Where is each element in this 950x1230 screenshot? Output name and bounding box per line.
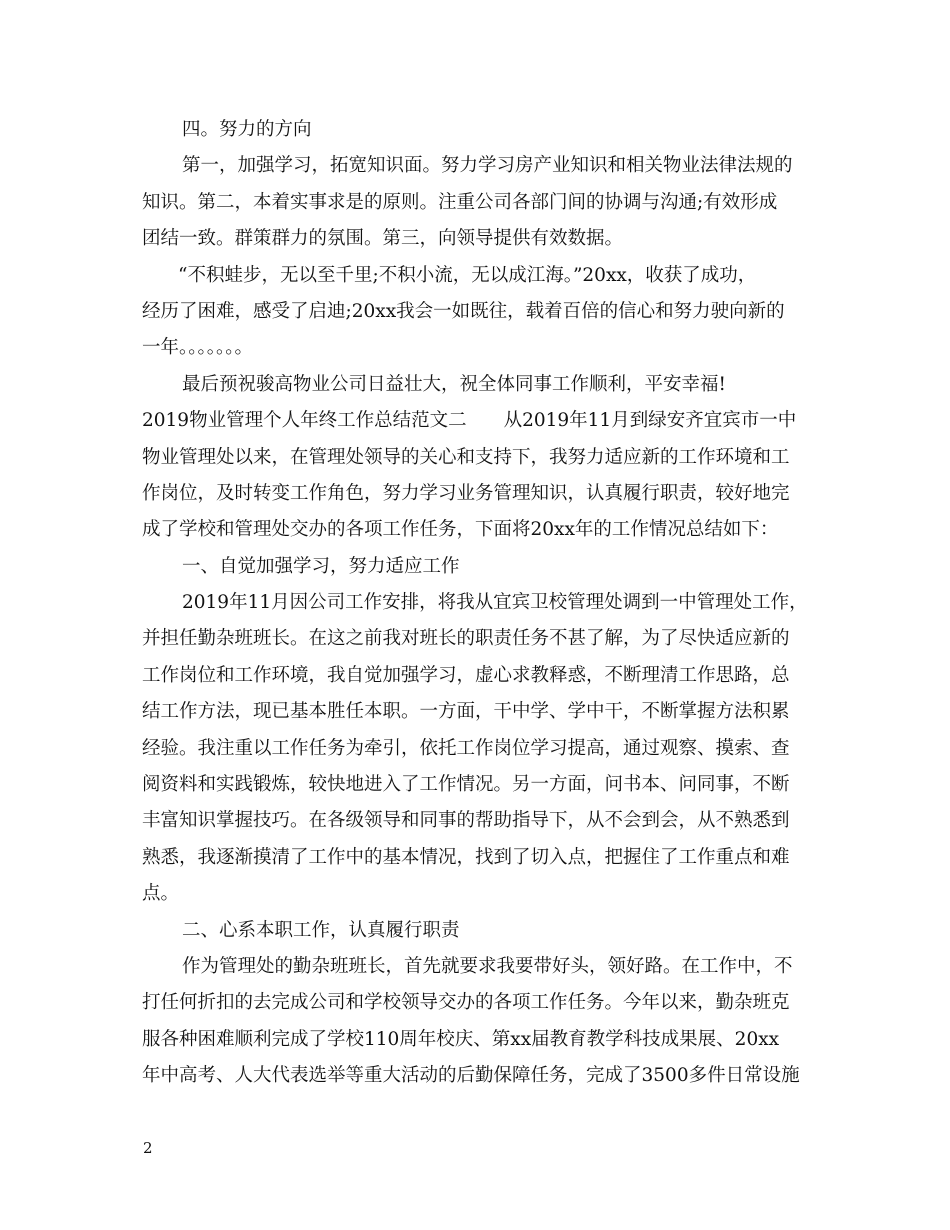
paragraph-line: 并担任勤杂班班长。在这之前我对班长的职责任务不甚了解，为了尽快适应新的 [142,628,790,650]
paragraph-line: 丰富知识掌握技巧。在各级领导和同事的帮助指导下，从不会到会，从不熟悉到 [142,810,790,832]
paragraph-line: 打任何折扣的去完成公司和学校领导交办的各项工作任务。今年以来，勤杂班克 [142,992,790,1014]
paragraph-line: 经历了困难，感受了启迪;20xx我会一如既往，载着百倍的信心和努力驶向新的 [142,300,785,322]
section-heading: 一、自觉加强学习，努力适应工作 [182,555,460,577]
section-heading: 四。努力的方向 [182,119,312,140]
paragraph-line: 经验。我注重以工作任务为牵引，依托工作岗位学习提高，通过观察、摸索、查 [142,737,790,759]
paragraph-line: 物业管理处以来，在管理处领导的关心和支持下，我努力适应新的工作环境和工 [142,446,790,468]
paragraph-line: 最后预祝骏高物业公司日益壮大，祝全体同事工作顺利，平安幸福! [182,373,726,395]
paragraph-line: 作为管理处的勤杂班班长，首先就要求我要带好头，领好路。在工作中，不 [182,955,793,977]
paragraph-line: 作岗位，及时转变工作角色，努力学习业务管理知识，认真履行职责，较好地完 [142,482,790,504]
paragraph-line: 点。 [142,883,180,905]
paragraph-line: 服各种困难顺利完成了学校110周年校庆、第xx届教育教学科技成果展、20xx [142,1028,780,1050]
paragraph-line: 一年。。。。。。。 [142,337,254,359]
paragraph-line: 知识。第二，本着实事求是的原则。注重公司各部门间的协调与沟通;有效形成 [142,191,778,213]
document-title-line: 2019物业管理个人年终工作总结范文二 从2019年11月到绿安齐宜宾市一中 [142,410,797,432]
paragraph-line: “不积蛙步，无以至千里;不积小流，无以成江海。”20xx，收获了成功， [178,264,757,286]
paragraph-line: 熟悉，我逐渐摸清了工作中的基本情况，找到了切入点，把握住了工作重点和难 [142,846,790,868]
paragraph-line: 团结一致。群策群力的氛围。第三，向领导提供有效数据。 [142,228,624,250]
paragraph-line: 第一，加强学习，拓宽知识面。努力学习房产业知识和相关物业法律法规的 [182,155,793,177]
paragraph-line: 年中高考、人大代表选举等重大活动的后勤保障任务，完成了3500多件日常设施 [142,1065,800,1087]
paragraph-line: 2019年11月因公司工作安排，将我从宜宾卫校管理处调到一中管理处工作， [182,592,808,614]
document-body [142,112,808,1095]
section-heading: 二、心系本职工作，认真履行职责 [182,919,460,941]
paragraph-line: 成了学校和管理处交办的各项工作任务，下面将20xx年的工作情况总结如下： [142,519,779,541]
page-number: 2 [143,1139,153,1157]
paragraph-line: 结工作方法，现已基本胜任本职。一方面，干中学、学中干，不断掌握方法积累 [142,701,790,723]
paragraph-line: 阅资料和实践锻炼，较快地进入了工作情况。另一方面，问书本、问同事，不断 [142,774,790,796]
paragraph-line: 工作岗位和工作环境，我自觉加强学习，虚心求教释惑，不断理清工作思路，总 [142,664,790,686]
